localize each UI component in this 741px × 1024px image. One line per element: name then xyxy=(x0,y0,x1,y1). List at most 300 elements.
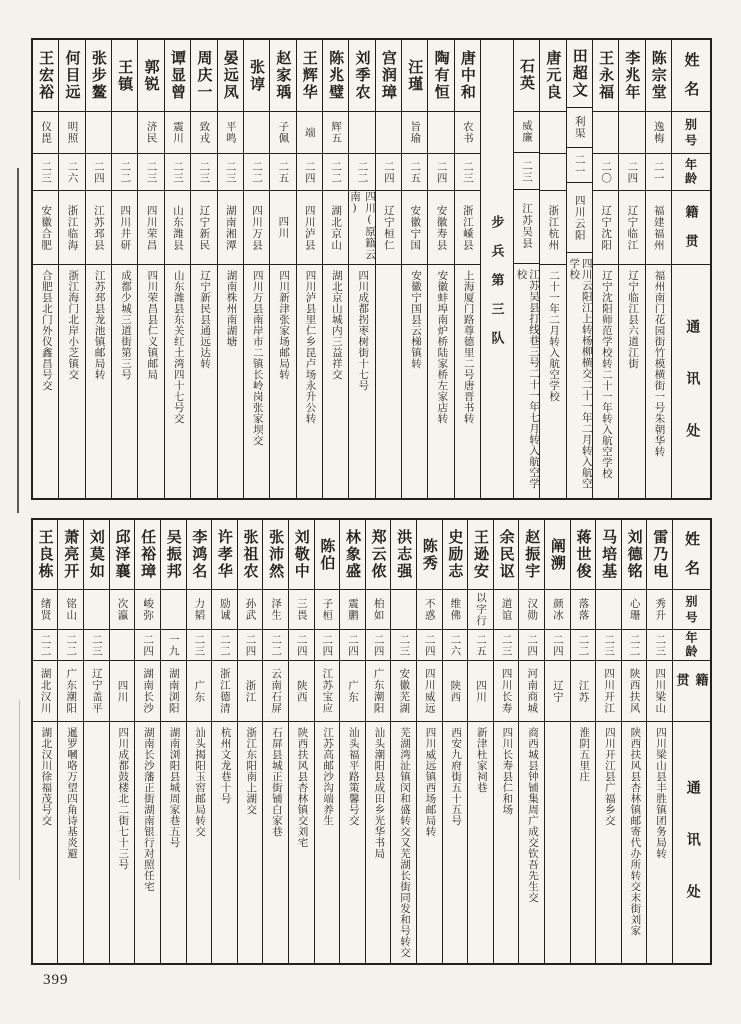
entry-name: 唐元良 xyxy=(540,40,565,112)
header-column xyxy=(672,520,710,963)
roster-entry-column xyxy=(164,40,190,498)
roster-entry-column xyxy=(390,520,416,963)
entry-alias: 明照 xyxy=(59,112,84,154)
entry-address: 陕西扶风县杏林镇交刘宅 xyxy=(296,727,308,848)
roster-entry-column xyxy=(217,40,243,498)
entry-origin: 浙江嵊县 xyxy=(455,191,480,265)
entry-age: 二四 xyxy=(428,154,453,191)
entry-name: 张谆 xyxy=(244,40,269,112)
entry-age: 二三 xyxy=(84,630,109,661)
entry-age: 二二 xyxy=(33,630,58,661)
entry-address: 安徽宁国县云梯镇转 xyxy=(409,270,421,369)
entry-address: 江苏邳县龙池镇邮局转 xyxy=(93,270,105,380)
entry-age: 一九 xyxy=(161,630,186,661)
entry-origin: 江苏邳县 xyxy=(86,191,111,265)
page-number: 399 xyxy=(43,972,69,988)
entry-alias xyxy=(540,112,565,154)
entry-origin: 四川梁山 xyxy=(647,661,672,722)
header-age: 年龄 xyxy=(672,154,710,191)
entry-name: 史励志 xyxy=(443,520,468,590)
entry-address: 四川云阳江上转杨柳横交二十一年二月转入航空学校 xyxy=(568,258,592,490)
roster-entry-column xyxy=(296,40,322,498)
roster-entry-column xyxy=(269,40,295,498)
entry-name: 吴振邦 xyxy=(161,520,186,590)
entry-address: 新津杜家祠巷 xyxy=(475,727,487,793)
entry-age: 二三 xyxy=(187,630,212,661)
entry-origin: 安徽宁国 xyxy=(402,191,427,265)
roster-entry-column xyxy=(467,520,493,963)
entry-origin: 福建福州 xyxy=(646,191,671,265)
entry-address xyxy=(376,265,401,498)
roster-entry-column xyxy=(566,40,592,498)
entry-origin: 湖南浏阳 xyxy=(161,661,186,722)
entry-alias: 次瀛 xyxy=(110,590,135,630)
roster-entry-column xyxy=(621,520,647,963)
entry-age: 二三 xyxy=(391,630,416,661)
entry-alias: 颜冰 xyxy=(545,590,570,630)
entry-name: 田超文 xyxy=(567,40,592,108)
roster-entry-column xyxy=(237,520,263,963)
entry-name: 李鸿名 xyxy=(187,520,212,590)
entry-age: 二三 xyxy=(33,154,58,191)
entry-age xyxy=(110,630,135,661)
entry-alias: 铭山 xyxy=(58,590,83,630)
roster-table-bottom xyxy=(31,518,712,965)
entry-origin: 湖北汉川 xyxy=(33,661,58,722)
entry-origin: 山东潍县 xyxy=(165,191,190,265)
entry-age: 二一 xyxy=(646,154,671,191)
entry-alias: 震鹏 xyxy=(340,590,365,630)
entry-alias: 利渠 xyxy=(567,108,592,148)
entry-age: 二二 xyxy=(349,154,374,191)
entry-name: 郭锐 xyxy=(138,40,163,112)
entry-origin: 辽宁盖平 xyxy=(84,661,109,722)
entry-origin: 广东 xyxy=(187,661,212,722)
entry-name: 余民讴 xyxy=(494,520,519,590)
roster-entry-column xyxy=(570,520,596,963)
entry-origin: 四川 xyxy=(270,191,295,265)
entry-age: 二五 xyxy=(468,630,493,661)
entry-address: 四川泸县里仁乡昆卢场永升公转 xyxy=(304,270,316,424)
entry-alias: 三畏 xyxy=(289,590,314,630)
entry-name: 陈兆璧 xyxy=(323,40,348,112)
entry-age: 二五 xyxy=(270,154,295,191)
roster-entry-column xyxy=(401,40,427,498)
entry-origin: 四川 xyxy=(468,661,493,722)
entry-name: 谭显曾 xyxy=(165,40,190,112)
entry-origin: 辽宁临江 xyxy=(619,191,644,265)
entry-age: 二四 xyxy=(417,630,442,661)
roster-entry-column xyxy=(595,520,621,963)
roster-entry-column xyxy=(186,520,212,963)
entry-address: 湖南浏阳县城周家巷五号 xyxy=(168,727,180,848)
entry-alias xyxy=(391,590,416,630)
entry-alias: 济民 xyxy=(138,112,163,154)
entry-origin: 广东潮阳 xyxy=(58,661,83,722)
entry-name: 何目远 xyxy=(59,40,84,112)
entry-alias: 落落 xyxy=(571,590,596,630)
entry-age: 二四 xyxy=(135,630,160,661)
entry-origin: 四川泸县 xyxy=(297,191,322,265)
roster-entry-column xyxy=(513,40,539,498)
entry-address: 合肥县北门外仪鑫昌号交 xyxy=(40,270,52,391)
entry-origin: 湖南湘潭 xyxy=(218,191,243,265)
entry-origin: 安徽合肥 xyxy=(33,191,58,265)
roster-entry-column xyxy=(592,40,618,498)
entry-address: 四川威远镇西场邮局转 xyxy=(424,727,436,837)
entry-name: 张步鳌 xyxy=(86,40,111,112)
entry-name: 阐溯 xyxy=(545,520,570,590)
header-age: 年龄 xyxy=(673,630,710,661)
entry-alias: 峻弥 xyxy=(135,590,160,630)
entry-origin: 陕西扶风 xyxy=(622,661,647,722)
roster-entry-column xyxy=(243,40,269,498)
entry-origin: 辽宁桓仁 xyxy=(376,191,401,265)
entry-address: 石屏县城正街铺白家巷 xyxy=(270,727,282,837)
entry-origin: 四川长寿 xyxy=(494,661,519,722)
roster-entry-column xyxy=(646,520,672,963)
entry-name: 唐中和 xyxy=(455,40,480,112)
roster-entry-column xyxy=(83,520,109,963)
entry-address: 安徽蚌埠南炉桥陆家桥左家店转 xyxy=(436,270,448,424)
entry-address: 湖南株州南湖塘 xyxy=(225,270,237,347)
roster-entry-column xyxy=(57,520,83,963)
entry-origin: 安徽芜湖 xyxy=(391,661,416,722)
entry-address: 四川万县南岸市二镇长岭岗张家坝交 xyxy=(251,270,263,446)
roster-entry-column xyxy=(134,520,160,963)
roster-entry-column xyxy=(645,40,671,498)
entry-age: 二四 xyxy=(86,154,111,191)
entry-name: 张沛然 xyxy=(263,520,288,590)
entry-alias xyxy=(112,112,137,154)
roster-entry-column xyxy=(375,40,401,498)
entry-alias: 不惑 xyxy=(417,590,442,630)
roster-entry-column xyxy=(518,520,544,963)
entry-origin: 陕西 xyxy=(289,661,314,722)
entry-address: 湖北汉川徐福茂号交 xyxy=(40,727,52,826)
entry-name: 刘季农 xyxy=(349,40,374,112)
entry-name: 王永福 xyxy=(593,40,618,112)
header-alias: 别号 xyxy=(672,112,710,154)
entry-alias xyxy=(376,112,401,154)
entry-address: 江苏吴县打线巷三号二十一年七月转入航空学校 xyxy=(515,268,539,489)
roster-entry-column xyxy=(322,40,348,498)
entry-age: 二四 xyxy=(376,154,401,191)
entry-address: 浙江东阳南上湖交 xyxy=(245,727,257,815)
entry-origin: 四川(原籍云南) xyxy=(349,191,374,265)
entry-alias: 柏如 xyxy=(366,590,391,630)
entry-alias: 逸梅 xyxy=(646,112,671,154)
entry-alias: 震川 xyxy=(165,112,190,154)
entry-name: 陶有恒 xyxy=(428,40,453,112)
entry-age: 二三 xyxy=(596,630,621,661)
entry-alias: 子佩 xyxy=(270,112,295,154)
roster-entry-column xyxy=(137,40,163,498)
entry-address: 辽宁临江县六道江街 xyxy=(627,270,639,369)
entry-origin: 四川开江 xyxy=(596,661,621,722)
entry-name: 马培基 xyxy=(596,520,621,590)
roster-entry-column xyxy=(454,40,480,498)
entry-alias: 端 xyxy=(297,112,322,154)
entry-address: 四川开江县广福乡交 xyxy=(603,727,615,826)
header-origin: 籍贯 xyxy=(672,191,710,265)
roster-entry-column xyxy=(544,520,570,963)
entry-origin: 辽宁沈阳 xyxy=(593,191,618,265)
entry-age: 二〇 xyxy=(593,154,618,191)
entry-name: 张祖农 xyxy=(238,520,263,590)
entry-age: 二五 xyxy=(402,154,427,191)
entry-age: 二二 xyxy=(263,630,288,661)
header-address: 通讯处 xyxy=(684,318,700,475)
entry-address: 商西城县钟铺集周广成交钦吾先生交 xyxy=(526,727,538,903)
entry-origin: 四川威远 xyxy=(417,661,442,722)
entry-name: 陈秀 xyxy=(417,520,442,590)
entry-address: 汕头揭阳玉窖邮局转交 xyxy=(194,727,206,837)
entry-alias: 孙武 xyxy=(238,590,263,630)
entry-age: 二四 xyxy=(366,630,391,661)
entry-address: 四川成都拐枣树街十七号 xyxy=(357,270,369,391)
entry-age: 二四 xyxy=(238,630,263,661)
entry-origin: 陕西 xyxy=(443,661,468,722)
entry-alias: 以字行 xyxy=(468,590,493,630)
roster-entry-column xyxy=(160,520,186,963)
header-column xyxy=(671,40,710,498)
entry-origin: 湖南长沙 xyxy=(135,661,160,722)
roster-entry-column xyxy=(339,520,365,963)
entry-address: 辽宁新民县通远达转 xyxy=(199,270,211,369)
squad-divider-column xyxy=(480,40,513,498)
entry-name: 洪志强 xyxy=(391,520,416,590)
entry-age: 二六 xyxy=(443,630,468,661)
entry-alias xyxy=(619,112,644,154)
entry-origin: 江苏宝应 xyxy=(315,661,340,722)
entry-alias: 励诚 xyxy=(212,590,237,630)
entry-age xyxy=(540,154,565,191)
entry-name: 周庆一 xyxy=(191,40,216,112)
entry-age: 二二 xyxy=(622,630,647,661)
entry-alias: 力韬 xyxy=(187,590,212,630)
entry-origin: 四川万县 xyxy=(244,191,269,265)
entry-origin: 四川荣昌 xyxy=(138,191,163,265)
entry-origin: 安徽寿县 xyxy=(428,191,453,265)
entry-address: 四川成都鼓楼北二街七十三号 xyxy=(117,727,129,870)
entry-origin: 江苏 xyxy=(571,661,596,722)
entry-address: 上海厦门路尊德里二号唐晋书转 xyxy=(462,270,474,424)
entry-alias: 平鸣 xyxy=(218,112,243,154)
entry-origin: 四川 xyxy=(110,661,135,722)
entry-alias: 致戎 xyxy=(191,112,216,154)
entry-age: 二三 xyxy=(218,154,243,191)
entry-age: 二二 xyxy=(212,630,237,661)
roster-entry-column xyxy=(288,520,314,963)
entry-age: 二二 xyxy=(244,154,269,191)
entry-alias xyxy=(349,112,374,154)
entry-address: 二十一年二月转入航空学校 xyxy=(548,270,560,402)
entry-alias xyxy=(161,590,186,630)
entry-name: 刘德铭 xyxy=(622,520,647,590)
entry-age: 二四 xyxy=(619,154,644,191)
entry-name: 陈宗堂 xyxy=(646,40,671,112)
entry-name: 王镇 xyxy=(112,40,137,112)
entry-age: 二四 xyxy=(519,630,544,661)
entry-age: 二三 xyxy=(191,154,216,191)
entry-name: 许孝华 xyxy=(212,520,237,590)
entry-name: 王辉华 xyxy=(297,40,322,112)
entry-name: 蒋世俊 xyxy=(571,520,596,590)
entry-address: 暹罗嘓咯万望四角诗基炎避 xyxy=(66,727,78,859)
entry-age: 二二 xyxy=(112,154,137,191)
entry-origin: 云南石屏 xyxy=(263,661,288,722)
entry-age: 二四 xyxy=(297,154,322,191)
entry-age: 二二 xyxy=(323,154,348,191)
entry-name: 萧亮开 xyxy=(58,520,83,590)
entry-alias xyxy=(86,112,111,154)
entry-name: 王逊安 xyxy=(468,520,493,590)
entry-alias: 农书 xyxy=(455,112,480,154)
roster-entry-column xyxy=(618,40,644,498)
entry-address xyxy=(84,722,109,963)
entry-origin: 四川井研 xyxy=(112,191,137,265)
entry-origin: 广东潮阳 xyxy=(366,661,391,722)
roster-entry-column xyxy=(314,520,340,963)
entry-origin: 广东 xyxy=(340,661,365,722)
entry-alias xyxy=(244,112,269,154)
entry-alias xyxy=(596,590,621,630)
entry-name: 林象盛 xyxy=(340,520,365,590)
entry-origin: 浙江杭州 xyxy=(540,191,565,265)
entry-age: 二四 xyxy=(545,630,570,661)
entry-alias: 绪贤 xyxy=(33,590,58,630)
entry-address: 辽宁沈阳师范学校转二十一年转入航空学校 xyxy=(600,270,612,479)
entry-alias: 维佛 xyxy=(443,590,468,630)
entry-age: 二六 xyxy=(59,154,84,191)
entry-address: 四川梁山县丰胜镇团务局转 xyxy=(655,727,667,859)
entry-age: 二三 xyxy=(165,154,190,191)
scan-gutter-artifact xyxy=(17,168,19,513)
entry-age: 二一 xyxy=(567,148,592,183)
header-alias: 别号 xyxy=(673,590,710,630)
entry-address: 浙江海门北岸小芝镇交 xyxy=(67,270,79,380)
roster-entry-column xyxy=(427,40,453,498)
entry-name: 郑云侬 xyxy=(366,520,391,590)
entry-alias: 秀升 xyxy=(647,590,672,630)
entry-age: 二四 xyxy=(289,630,314,661)
roster-entry-column xyxy=(493,520,519,963)
entry-address: 江苏高邮沙沟端养生 xyxy=(322,727,334,826)
entry-name: 李兆年 xyxy=(619,40,644,112)
squad-label: 步兵第三队 xyxy=(489,214,505,360)
entry-alias: 汉勋 xyxy=(519,590,544,630)
entry-origin: 江苏吴县 xyxy=(514,190,539,264)
entry-alias: 旨瑜 xyxy=(402,112,427,154)
entry-name: 雷乃电 xyxy=(647,520,672,590)
entry-name: 邱泽襄 xyxy=(110,520,135,590)
entry-origin: 河南商城 xyxy=(519,661,544,722)
entry-name: 刘莫如 xyxy=(84,520,109,590)
roster-entry-column xyxy=(58,40,84,498)
roster-entry-column xyxy=(33,40,58,498)
entry-alias: 泽生 xyxy=(263,590,288,630)
entry-alias: 威廉 xyxy=(514,112,539,154)
entry-address: 汕头潮阳县成田乡光华书局 xyxy=(373,727,385,859)
entry-age: 二三 xyxy=(494,630,519,661)
entry-address: 成都少城三道街第三号 xyxy=(120,270,131,380)
scan-gutter-artifact xyxy=(19,700,20,880)
entry-alias xyxy=(428,112,453,154)
entry-alias xyxy=(593,112,618,154)
entry-address: 四川荣昌县仁义镇邮局 xyxy=(146,270,158,380)
entry-alias: 仪毘 xyxy=(33,112,58,154)
entry-alias: 心珊 xyxy=(622,590,647,630)
entry-age: 二四 xyxy=(340,630,365,661)
entry-address: 湖南长沙藩正街湖南银行对照任宅 xyxy=(142,727,154,892)
roster-entry-column xyxy=(33,520,58,963)
entry-name: 王良栋 xyxy=(33,520,58,590)
entry-alias xyxy=(84,590,109,630)
roster-entry-column xyxy=(109,520,135,963)
entry-address: 四川新津张家场邮局转 xyxy=(278,270,290,380)
entry-name: 宫润璋 xyxy=(376,40,401,112)
header-origin: 籍贯 xyxy=(673,661,710,722)
entry-alias: 辉五 xyxy=(323,112,348,154)
header-address: 通讯处 xyxy=(684,779,700,936)
entry-address: 福州南门花园街竹模横街一号朱朝华转 xyxy=(653,270,665,457)
roster-entry-column xyxy=(211,520,237,963)
entry-origin: 辽宁 xyxy=(545,661,570,722)
entry-address: 汕头福平路策馨号交 xyxy=(347,727,359,826)
entry-name: 赵振宇 xyxy=(519,520,544,590)
entry-address: 山东潍县东关红土湾四十七号交 xyxy=(172,270,184,424)
roster-entry-column xyxy=(416,520,442,963)
entry-name: 任裕璋 xyxy=(135,520,160,590)
entry-name: 刘敬中 xyxy=(289,520,314,590)
roster-entry-column xyxy=(539,40,565,498)
roster-entry-column xyxy=(365,520,391,963)
entry-age: 二二 xyxy=(571,630,596,661)
entry-address: 淮阴五里庄 xyxy=(578,727,590,782)
roster-entry-column xyxy=(85,40,111,498)
entry-name: 石英 xyxy=(514,40,539,112)
entry-origin: 辽宁新民 xyxy=(191,191,216,265)
entry-age: 二四 xyxy=(315,630,340,661)
entry-age: 二三 xyxy=(647,630,672,661)
roster-entry-column xyxy=(348,40,374,498)
entry-age: 二三 xyxy=(455,154,480,191)
entry-address: 杭州文龙巷十号 xyxy=(219,727,231,804)
entry-age: 二三 xyxy=(514,153,539,190)
entry-age: 二三 xyxy=(138,154,163,191)
entry-address xyxy=(545,722,570,963)
entry-origin: 湖北京山 xyxy=(323,191,348,265)
roster-entry-column xyxy=(262,520,288,963)
header-name: 姓名 xyxy=(672,40,710,112)
entry-origin: 浙江 xyxy=(238,661,263,722)
roster-entry-column xyxy=(442,520,468,963)
header-name: 姓名 xyxy=(673,520,710,590)
entry-name: 汪瑾 xyxy=(402,40,427,112)
entry-address: 湖北京山城内三益祥交 xyxy=(330,270,342,380)
roster-table-top xyxy=(31,38,712,500)
entry-address: 西安九府街五十五号 xyxy=(450,727,462,826)
entry-address: 四川长寿县仁和场 xyxy=(501,727,513,815)
entry-origin: 浙江德清 xyxy=(212,661,237,722)
entry-alias: 道谊 xyxy=(494,590,519,630)
entry-age: 二二 xyxy=(58,630,83,661)
roster-entry-column xyxy=(190,40,216,498)
entry-address: 陕西扶风县杏林镇邮寄代办所转交末街刘家 xyxy=(629,727,641,936)
entry-origin: 四川云阳 xyxy=(567,183,592,253)
roster-entry-column xyxy=(111,40,137,498)
